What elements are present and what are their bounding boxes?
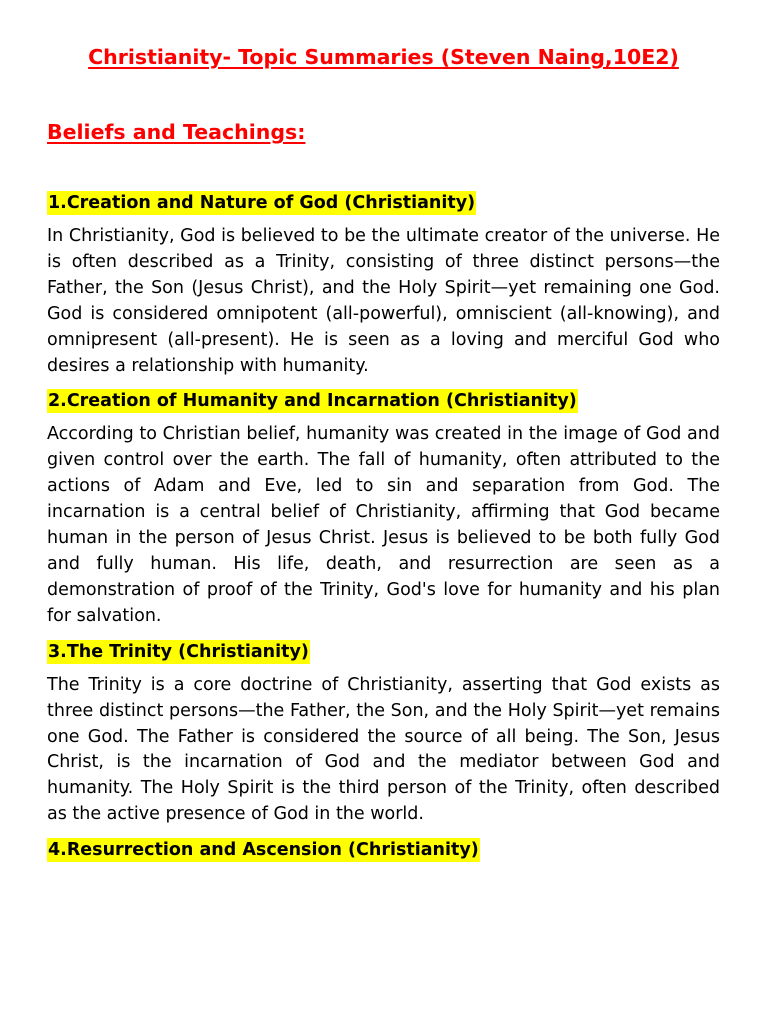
topic-creation-humanity-incarnation <box>47 389 720 629</box>
topic-heading: 3.The Trinity (Christianity) <box>48 641 309 662</box>
topic-body: In Christianity, God is believed to be the ultimate creator of the universe. He is often described as a Trinity, consisting of three distinct persons—the Father, the Son (Jesus Christ), and the Holy Spirit—yet remaining one God. God is considered omnipotent (all-powerful), omniscient (all-knowing), and omnipresent (all-present). He is seen as a loving and merciful God who desires a relationship with humanity. <box>47 226 720 376</box>
topic-body: According to Christian belief, humanity was created in the image of God and given control over the earth. The fall of humanity, often attributed to the actions of Adam and Eve, led to sin and separation from God. The incarnation is a central belief of Christianity, affirming that God became human in the person of Jesus Christ. Jesus is believed to be both fully God and fully human. His life, death, and resurrection are seen as a demonstration of proof of the Trinity, God's love for humanity and his plan for salvation. <box>47 424 720 626</box>
document-title: Christianity- Topic Summaries (Steven Naing,10E2) <box>88 45 679 69</box>
topic-heading: 2.Creation of Humanity and Incarnation (Christianity) <box>48 391 577 412</box>
topic-resurrection-ascension <box>47 838 720 862</box>
topic-creation-nature-of-god <box>47 191 720 379</box>
topic-heading: 1.Creation and Nature of God (Christianity) <box>48 193 476 213</box>
section-title: Beliefs and Teachings: <box>47 120 306 144</box>
topic-trinity <box>47 640 720 828</box>
topic-heading: 4.Resurrection and Ascension (Christianity) <box>48 840 479 861</box>
topic-body: The Trinity is a core doctrine of Christianity, asserting that God exists as three distinct persons—the Father, the Son, and the Holy Spirit—yet remains one God. The Father is considered the source of all being. The Son, Jesus Christ, is the incarnation of God and the mediator between God and humanity. The Holy Spirit is the third person of the Trinity, often described as the active presence of God in the world. <box>47 674 720 825</box>
